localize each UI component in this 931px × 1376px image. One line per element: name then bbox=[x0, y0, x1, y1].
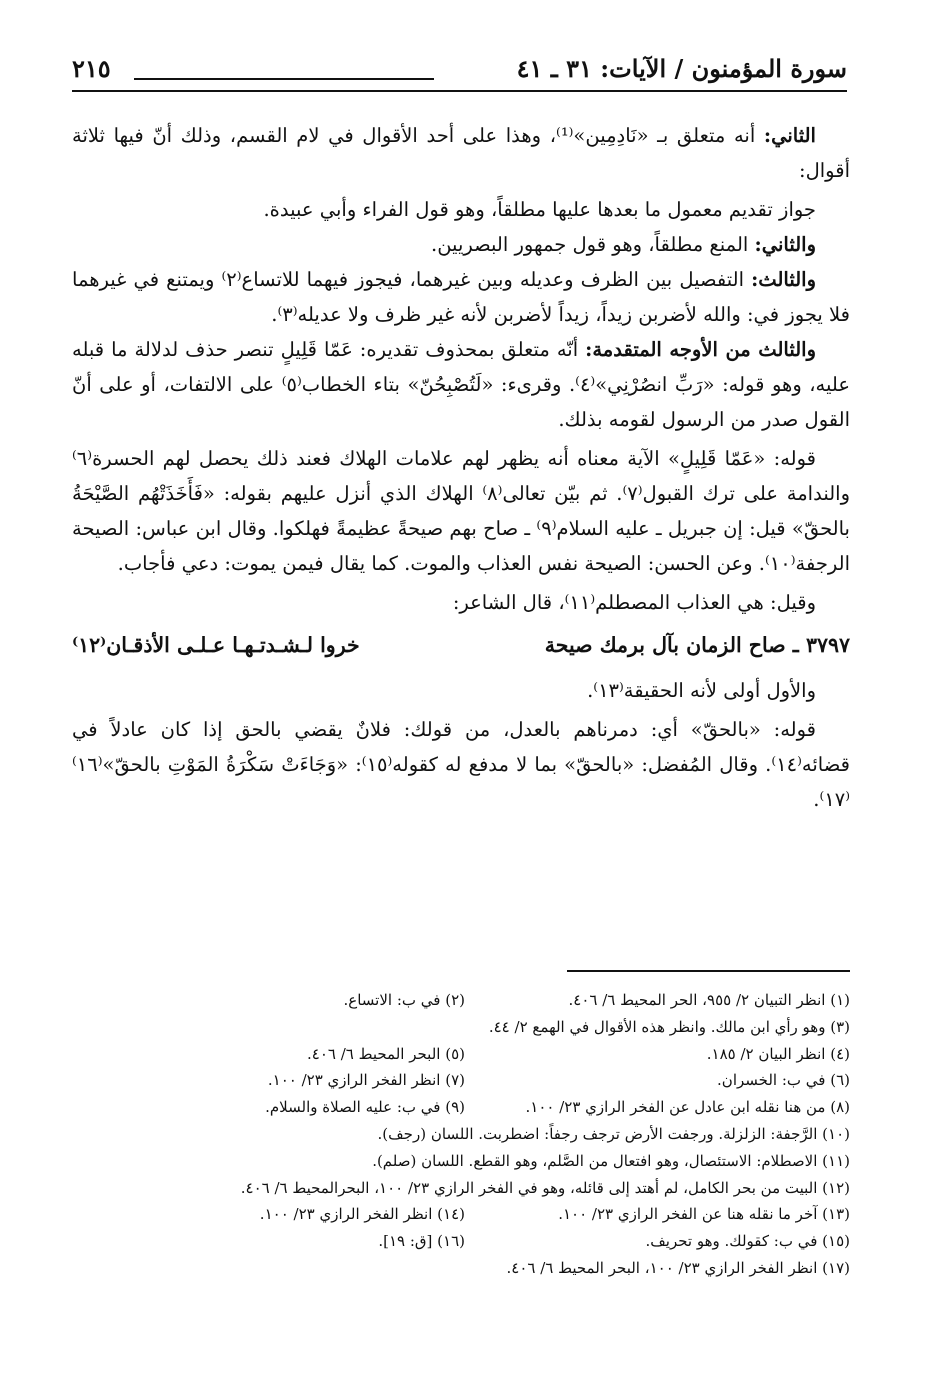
paragraph-text: أنه متعلق بـ «نَادِمِين»⁽¹⁾، وهذا على أحد الأقوال في لام القسم، وذلك أنّ فيها ثلاثة أقوال: bbox=[72, 124, 850, 182]
footnote-row bbox=[72, 1255, 850, 1282]
lead-word: والثالث من الأوجه المتقدمة: bbox=[585, 338, 816, 361]
paragraph: قوله: «عَمّا قَلِيلٍ» الآية معناه أنه يظهر لهم علامات الهلاك فعند ذلك يحصل لهم الحسرة⁽٦⁾ والندامة على ترك القبول⁽٧⁾. ثم بيّن تعالى⁽٨⁾ الهلاك الذي أنزل عليهم بقوله: «فَأَخَذَتْهُم الصَّيْحَةُ بالحقّ» قيل: إن جبريل ـ عليه السلام⁽٩⁾ ـ صاح بهم صيحةً عظيمةً فهلكوا. وقال ابن عباس: الصيحة الرجفة⁽١٠⁾. وعن الحسن: الصيحة نفس العذاب والموت. كما يقال فيمن يموت: دعي فأجاب. bbox=[72, 447, 850, 575]
paragraph: والأول أولى لأنه الحقيقة⁽١٣⁾. bbox=[587, 679, 816, 702]
footnote-separator bbox=[567, 970, 850, 972]
footnote: (١٠) الرَّجفة: الزلزلة. ورجفت الأرض ترجف رجفاً: اضطربت. اللسان (رجف). bbox=[377, 1124, 850, 1143]
lead-word: والثالث: bbox=[751, 268, 816, 291]
verse-second-hemistich: خروا لـشـدتـهـا عـلـى الأذقـان⁽١٢⁾ bbox=[72, 633, 360, 657]
lead-word: الثاني: bbox=[763, 124, 816, 147]
paragraph bbox=[72, 332, 850, 437]
paragraph-text: التفصيل بين الظرف وعديله وبين غيرهما، فيجوز فيهما للاتساع⁽٢⁾ ويمتنع في غيرهما فلا يجوز في: والله لأضربن زيداً، زيداً لأضربن لأنه غير ظرف ولا عديله⁽٣⁾. bbox=[72, 268, 850, 326]
footnote: (٥) البحر المحيط ٦/ ٤٠٦. bbox=[306, 1044, 465, 1063]
footnote: (٢) في ب: الاتساع. bbox=[343, 991, 465, 1009]
paragraph-text: المنع مطلقاً، وهو قول جمهور البصريين. bbox=[431, 233, 755, 256]
footnote: (٨) من هنا نقله ابن عادل عن الفخر الرازي ٢٣/ ١٠٠. bbox=[525, 1098, 850, 1117]
verse-first-hemistich: ٣٧٩٧ ـ صاح الزمان بآل برمك صيحة bbox=[544, 633, 850, 657]
footnote-row bbox=[72, 987, 850, 1014]
footnote-row bbox=[72, 1041, 850, 1068]
paragraph: قوله: «بالحقّ» أي: دمرناهم بالعدل، من قولك: فلانٌ يقضي بالحق إذا كان عادلاً في قضائه⁽١٤⁾. وقال المُفضل: «بالحقّ» بما لا مدفع له كقوله⁽١٥⁾: «وَجَاءَتْ سَكْرَةُ المَوْتِ بالحقّ»⁽١٦⁾⁽١٧⁾. bbox=[72, 718, 850, 811]
footnote: (٧) انظر الفخر الرازي ٢٣/ ١٠٠. bbox=[267, 1071, 465, 1090]
footnote: (١٣) آخر ما نقله هنا عن الفخر الرازي ٢٣/ ١٠٠. bbox=[558, 1205, 850, 1224]
footnote-row bbox=[72, 1094, 850, 1121]
footnote: (٣) وهو رأي ابن مالك. وانظر هذه الأقوال في الهمع ٢/ ٤٤. bbox=[488, 1017, 850, 1036]
running-title: سورة المؤمنون / الآيات: ٣١ ـ ٤١ bbox=[516, 54, 847, 83]
paragraph bbox=[72, 118, 850, 188]
paragraph-text: أنّه متعلق بمحذوف تقديره: عَمّا قَلِيلٍ تنصر حذف لدلالة ما قبله عليه، وهو قوله: «رَبِّ انصُرْنِي»⁽٤⁾. وقرىء: «لَتُصْبِحُنّ» بتاء الخطاب⁽٥⁾ على الالتفات، أو على أنّ القول صدر من الرسول لقومه بذلك. bbox=[72, 338, 850, 431]
page-number: ٢١٥ bbox=[72, 54, 111, 83]
header-rule bbox=[134, 78, 434, 80]
poetry-verse bbox=[72, 628, 850, 663]
paragraph bbox=[72, 227, 850, 262]
paragraph: وقيل: هي العذاب المصطلم⁽١١⁾، قال الشاعر: bbox=[452, 591, 816, 614]
footnote: (١٤) انظر الفخر الرازي ٢٣/ ١٠٠. bbox=[259, 1205, 465, 1224]
header-underline bbox=[72, 90, 847, 92]
footnote: (١٦) [ق: ١٩]. bbox=[378, 1232, 465, 1251]
footnote: (٦) في ب: الخسران. bbox=[717, 1071, 850, 1090]
footnote: (١٧) انظر الفخر الرازي ٢٣/ ١٠٠، البحر المحيط ٦/ ٤٠٦. bbox=[506, 1258, 850, 1277]
paragraph: جواز تقديم معمول ما بعدها عليها مطلقاً، وهو قول الفراء وأبي عبيدة. bbox=[263, 198, 816, 221]
footnote-row bbox=[72, 1201, 850, 1228]
paragraph bbox=[72, 262, 850, 332]
footnote-row bbox=[72, 1148, 850, 1175]
footnotes bbox=[72, 987, 850, 1282]
footnote-row bbox=[72, 1175, 850, 1202]
footnote-row bbox=[72, 1014, 850, 1041]
lead-word: والثاني: bbox=[754, 233, 816, 256]
page-header bbox=[72, 50, 847, 90]
footnote: (١) انظر التبيان ٢/ ٩٥٥، الحر المحيط ٦/ ٤٠٦. bbox=[568, 991, 850, 1009]
footnote-row bbox=[72, 1228, 850, 1255]
main-text bbox=[72, 118, 850, 817]
footnote: (١٢) البيت من بحر الكامل، لم أهتد إلى قائله، وهو في الفخر الرازي ٢٣/ ١٠٠، البحرالمحيط ٦/ ٤٠٦. bbox=[240, 1178, 850, 1197]
footnote: (١٥) في ب: كقولك. وهو تحريف. bbox=[645, 1232, 850, 1251]
footnote: (٤) انظر البيان ٢/ ١٨٥. bbox=[706, 1044, 850, 1063]
footnote-row bbox=[72, 1067, 850, 1094]
footnote: (١١) الاصطلام: الاستئصال، وهو افتعال من الصَّلم، وهو القطع. اللسان (صلم). bbox=[372, 1151, 850, 1170]
footnote: (٩) في ب: عليه الصلاة والسلام. bbox=[265, 1098, 465, 1117]
footnote-row bbox=[72, 1121, 850, 1148]
